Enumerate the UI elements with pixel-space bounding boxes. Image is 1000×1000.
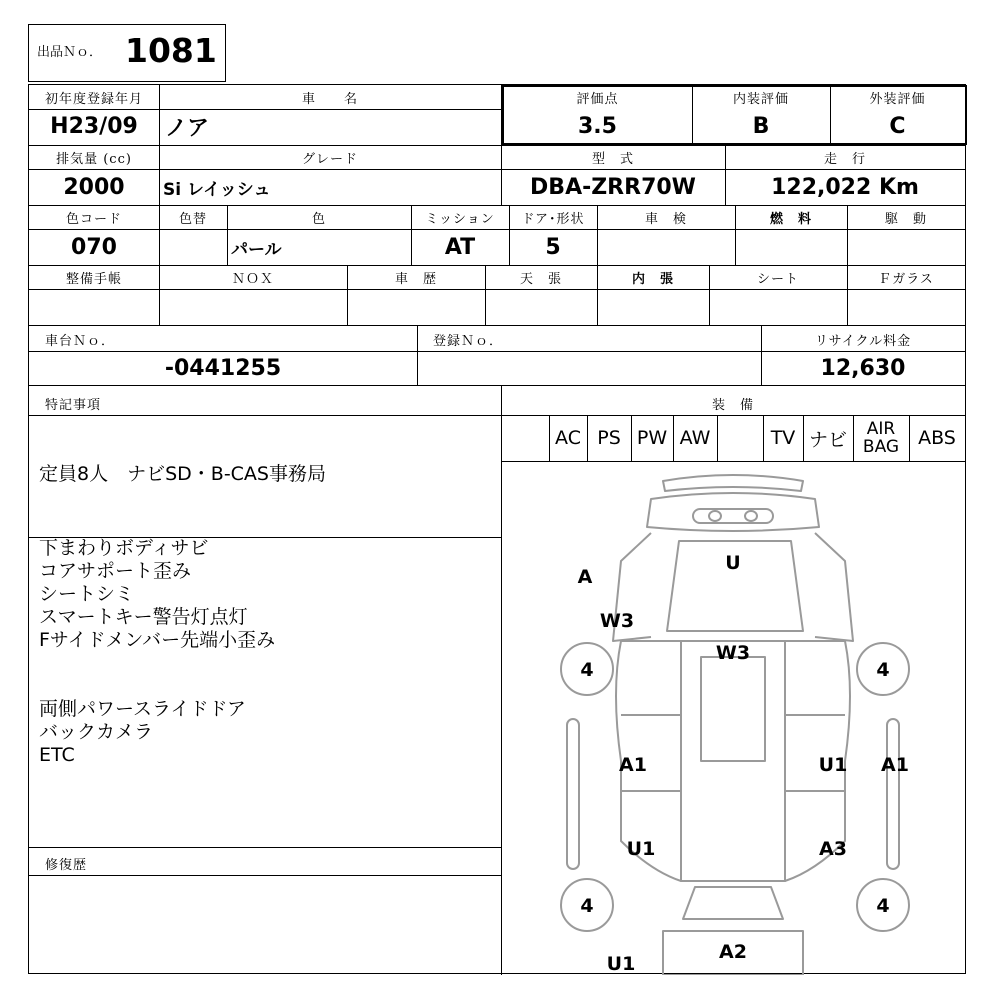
repaint-label: 色替 [178, 211, 207, 227]
color-label: 色 [311, 211, 326, 227]
damage-mark: A3 [819, 838, 847, 860]
exterior-value: C [889, 113, 906, 139]
interior-label: 内装評価 [732, 91, 789, 107]
equipment-item: AC [555, 427, 581, 449]
color-code-value: 070 [71, 234, 117, 260]
car-name-label: 車 名 [301, 91, 358, 107]
registration-label: 登録Ｎｏ． [433, 333, 504, 349]
transmission-label: ミッション [425, 211, 495, 227]
damage-mark: A2 [719, 941, 747, 963]
model-value: DBA-ZRR70W [530, 174, 696, 200]
transmission-value: AT [444, 234, 476, 260]
color-value: パール [231, 239, 282, 260]
notes-line1: 定員8人 ナビSD・B-CAS事務局 [39, 463, 326, 485]
rear-window-outline [683, 887, 783, 919]
front-grille-outline [647, 493, 819, 531]
damage-mark: 4 [876, 659, 890, 681]
first-reg-value: H23/09 [50, 113, 138, 139]
color-code-label: 色コード [65, 211, 122, 227]
equipment-item: AW [679, 427, 711, 449]
damage-mark: 4 [580, 659, 594, 681]
equipment-item: ナビ [808, 428, 847, 451]
damage-mark: A1 [881, 754, 909, 776]
mileage-label: 走 行 [823, 151, 866, 167]
nox-label: ＮＯＸ [231, 271, 274, 287]
grade-value: Si レイッシュ [163, 179, 271, 200]
displacement-label: 排気量 (cc) [56, 151, 132, 167]
recycle-value: 12,630 [820, 355, 906, 381]
auction-sheet [28, 84, 966, 974]
repair-history-label: 修復歴 [45, 857, 88, 873]
damage-mark: A1 [619, 754, 647, 776]
notes-block: 下まわりボディサビ コアサポート歪み シートシミ スマートキー警告灯点灯 Fサイドメンバー先端小歪み 両側パワースライドドア バックカメラ ETC [39, 537, 276, 766]
inspection-label: 車 検 [644, 211, 687, 227]
equipment-item: AIR BAG [862, 419, 900, 457]
exterior-label: 外装評価 [869, 91, 926, 107]
left-sill-outline [567, 719, 579, 869]
front-bumper-outline [663, 475, 803, 491]
glass-label: Ｆガラス [878, 271, 934, 287]
lot-number: 1081 [125, 31, 217, 70]
front-plate-outline [693, 509, 773, 523]
seat-label: シート [756, 271, 799, 287]
displacement-value: 2000 [63, 174, 125, 200]
damage-mark: U1 [626, 838, 656, 860]
score-box-frame [502, 85, 967, 145]
drive-label: 駆 動 [884, 211, 927, 227]
equipment-item: ABS [918, 427, 956, 449]
first-reg-label: 初年度登録年月 [44, 91, 143, 107]
lot-number-label: 出品Ｎｏ． [37, 45, 103, 60]
damage-mark: A [577, 566, 593, 588]
damage-mark: W3 [715, 642, 751, 664]
notes-label: 特記事項 [45, 397, 102, 413]
mileage-value: 122,022 Km [771, 174, 919, 200]
lot-number-box [28, 24, 226, 82]
chassis-value: -0441255 [164, 355, 282, 381]
damage-mark: 4 [580, 895, 594, 917]
recycle-label: リサイクル料金 [814, 333, 912, 349]
doors-label: ドア･形状 [521, 211, 585, 227]
history-label: 車 歴 [394, 271, 437, 287]
damage-mark: 4 [876, 895, 890, 917]
chassis-label: 車台Ｎｏ． [45, 333, 116, 349]
interior-value: B [752, 113, 770, 139]
damage-mark: U1 [606, 953, 636, 975]
model-label: 型 式 [591, 151, 634, 167]
fuel-label: 燃 料 [769, 211, 812, 227]
roof-label: 天 張 [519, 271, 562, 287]
equipment-item: PW [636, 427, 668, 449]
equipment-label: 装 備 [711, 397, 754, 413]
equipment-item: PS [597, 427, 621, 449]
damage-mark: U1 [818, 754, 848, 776]
maintenance-label: 整備手帳 [65, 271, 122, 287]
car-name-value: ノア [165, 115, 210, 141]
car-damage-diagram [501, 461, 965, 975]
score-label: 評価点 [576, 91, 619, 107]
damage-mark: W3 [599, 610, 635, 632]
damage-mark: U [725, 552, 741, 574]
doors-value: 5 [545, 234, 561, 260]
equipment-item: TV [770, 427, 796, 449]
score-value: 3.5 [578, 113, 617, 139]
interior-lining-label: 内 張 [631, 271, 674, 287]
grade-label: グレード [301, 151, 358, 167]
